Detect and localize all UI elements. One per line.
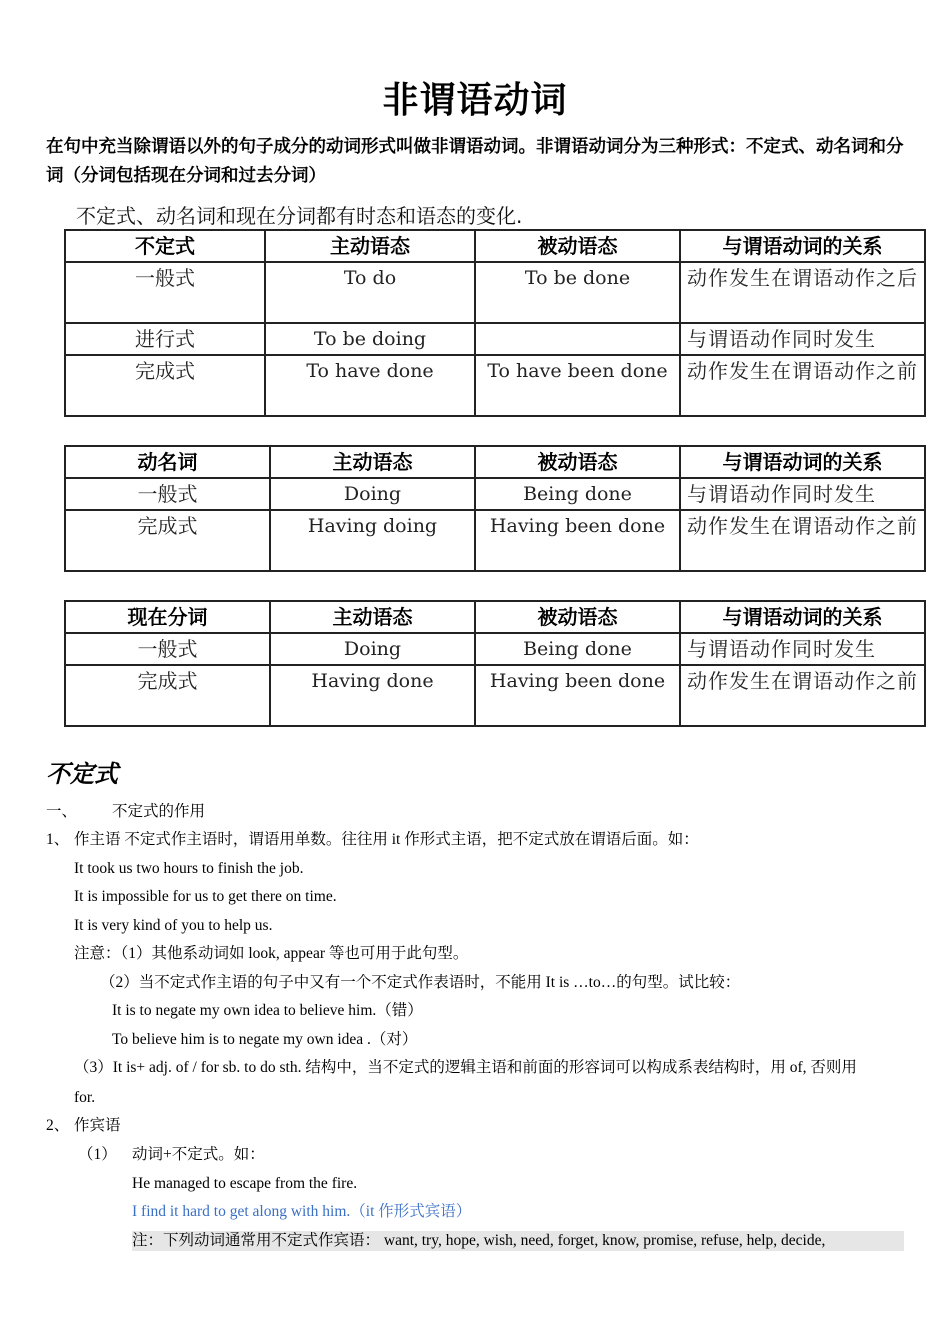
example-sentence-highlight: I find it hard to get along with him.（it 作形式宾语） <box>132 1203 472 1220</box>
list-number: 2、 <box>46 1117 70 1134</box>
note-line: （3）It is+ adj. of / for sb. to do sth. 结构中，当不定式的逻辑主语和前面的形容词可以构成系表结构时，用 of, 否则用 <box>74 1059 857 1076</box>
list-item: 不定式的作用 <box>112 803 206 820</box>
table-cell: 完成式 <box>65 665 270 726</box>
table-header-cell: 主动语态 <box>270 446 475 478</box>
note-line: 注意：（1）其他系动词如 look, appear 等也可用于此句型。 <box>74 945 469 962</box>
table-cell: Being done <box>475 478 680 510</box>
example-sentence: He managed to escape from the fire. <box>132 1175 358 1192</box>
table-cell: To be doing <box>265 323 475 355</box>
table-header-cell: 与谓语动词的关系 <box>680 230 925 262</box>
table-cell: 动作发生在谓语动作之前 <box>680 355 925 416</box>
table-header-cell: 现在分词 <box>65 601 270 633</box>
table-header-row <box>65 446 925 478</box>
table-cell: To be done <box>475 262 680 323</box>
infinitive-table <box>64 229 926 417</box>
table-header-row <box>65 230 925 262</box>
example-sentence: It is to negate my own idea to believe him.（错） <box>112 1002 423 1019</box>
table-header-cell: 主动语态 <box>270 601 475 633</box>
table-row <box>65 323 925 355</box>
table-cell: 进行式 <box>65 323 265 355</box>
table-cell: To have been done <box>475 355 680 416</box>
example-sentence: It is impossible for us to get there on time. <box>74 888 337 905</box>
table-cell: 与谓语动作同时发生 <box>680 478 925 510</box>
list-item: 作主语 不定式作主语时，谓语用单数。往往用 it 作形式主语，把不定式放在谓语后面。如： <box>74 831 699 848</box>
tables-caption: 不定式、动名词和现在分词都有时态和语态的变化. <box>76 204 523 228</box>
list-number: （1） <box>78 1146 117 1163</box>
page-title: 非谓语动词 <box>382 80 568 121</box>
table-header-cell: 与谓语动词的关系 <box>680 446 925 478</box>
example-sentence: To believe him is to negate my own idea .（对） <box>112 1031 418 1048</box>
table-row <box>65 355 925 416</box>
table-cell: 与谓语动作同时发生 <box>680 633 925 665</box>
example-sentence: It took us two hours to finish the job. <box>74 860 304 877</box>
note-line: （2）当不定式作主语的句子中又有一个不定式作表语时，不能用 It is …to…的句型。试比较： <box>100 974 741 991</box>
table-cell: Doing <box>270 478 475 510</box>
section-heading: 不定式 <box>46 760 118 788</box>
table-row <box>65 510 925 571</box>
note-line: for. <box>74 1089 96 1106</box>
table-cell: 一般式 <box>65 478 270 510</box>
table-cell: 完成式 <box>65 510 270 571</box>
table-cell: 动作发生在谓语动作之前 <box>680 510 925 571</box>
list-number: 1、 <box>46 831 70 848</box>
gerund-table <box>64 445 926 572</box>
intro-paragraph: 在句中充当除谓语以外的句子成分的动词形式叫做非谓语动词。非谓语动词分为三种形式：不定式、动名词和分词（分词包括现在分词和过去分词） <box>46 137 904 186</box>
table-cell: Having done <box>270 665 475 726</box>
table-header-row <box>65 601 925 633</box>
table-header-cell: 被动语态 <box>475 601 680 633</box>
present-participle-table <box>64 600 926 727</box>
table-header-cell: 被动语态 <box>475 230 680 262</box>
table-cell: Having doing <box>270 510 475 571</box>
list-item: 作宾语 <box>74 1117 121 1134</box>
table-header-cell: 与谓语动词的关系 <box>680 601 925 633</box>
table-row <box>65 262 925 323</box>
table-cell <box>475 323 680 355</box>
table-row <box>65 633 925 665</box>
list-item: 动词+不定式。如： <box>132 1146 265 1163</box>
list-number: 一、 <box>46 803 78 820</box>
table-cell: 一般式 <box>65 262 265 323</box>
table-row <box>65 665 925 726</box>
table-header-cell: 不定式 <box>65 230 265 262</box>
table-cell: To have done <box>265 355 475 416</box>
table-cell: 完成式 <box>65 355 265 416</box>
note-line: 注：下列动词通常用不定式作宾语： want, try, hope, wish, need, forget, know, promise, refuse, help, decide, <box>132 1231 904 1251</box>
table-cell: To do <box>265 262 475 323</box>
table-header-cell: 动名词 <box>65 446 270 478</box>
table-cell: Being done <box>475 633 680 665</box>
table-cell: Having been done <box>475 665 680 726</box>
table-cell: 一般式 <box>65 633 270 665</box>
table-header-cell: 主动语态 <box>265 230 475 262</box>
table-cell: Having been done <box>475 510 680 571</box>
table-cell: Doing <box>270 633 475 665</box>
table-cell: 与谓语动作同时发生 <box>680 323 925 355</box>
table-cell: 动作发生在谓语动作之前 <box>680 665 925 726</box>
table-header-cell: 被动语态 <box>475 446 680 478</box>
example-sentence: It is very kind of you to help us. <box>74 917 273 934</box>
table-cell: 动作发生在谓语动作之后 <box>680 262 925 323</box>
table-row <box>65 478 925 510</box>
